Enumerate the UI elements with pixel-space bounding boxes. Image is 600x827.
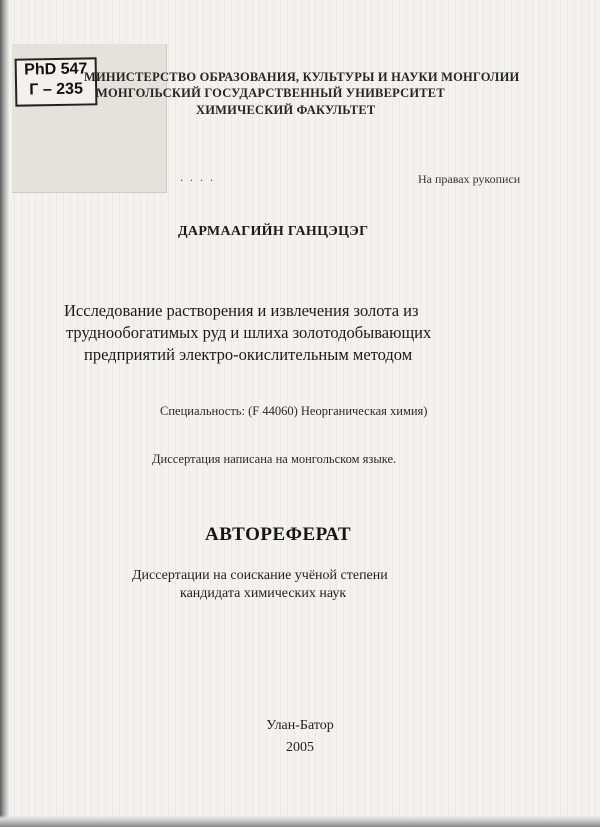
title-line-2: труднообогатимых руд и шлиха золотодобывающих: [66, 323, 432, 342]
year: 2005: [286, 740, 314, 755]
specialty: Специальность: (F 44060) Неорганическая химия): [160, 404, 428, 418]
title-line-3: предприятий электро-окислительным методом: [84, 345, 413, 364]
faculty-line: ХИМИЧЕСКИЙ ФАКУЛЬТЕТ: [196, 103, 376, 117]
page-shadow-left: [0, 0, 9, 827]
title-line-1: Исследование растворения и извлечения золота из: [64, 301, 419, 320]
document-type-heading: АВТОРЕФЕРАТ: [205, 524, 352, 545]
degree-line-2: кандидата химических наук: [180, 586, 347, 601]
library-code: PhD 547: [24, 60, 88, 79]
author-name: ДАРМААГИЙН ГАНЦЭЦЭГ: [178, 224, 369, 239]
header-left-mark: . . . .: [180, 170, 215, 184]
university-line: МОНГОЛЬСКИЙ ГОСУДАРСТВЕННЫЙ УНИВЕРСИТЕТ: [96, 86, 445, 100]
rights-note: На правах рукописи: [418, 172, 521, 186]
city: Улан-Батор: [266, 718, 334, 733]
page-shadow-bottom: [0, 815, 600, 827]
degree-line-1: Диссертации на соискание учёной степени: [132, 568, 388, 583]
language-note: Диссертация написана на монгольском языке.: [152, 452, 397, 466]
library-number: Г – 235: [29, 80, 84, 99]
ministry-line: МИНИСТЕРСТВО ОБРАЗОВАНИЯ, КУЛЬТУРЫ И НАУКИ МОНГОЛИИ: [84, 70, 520, 84]
